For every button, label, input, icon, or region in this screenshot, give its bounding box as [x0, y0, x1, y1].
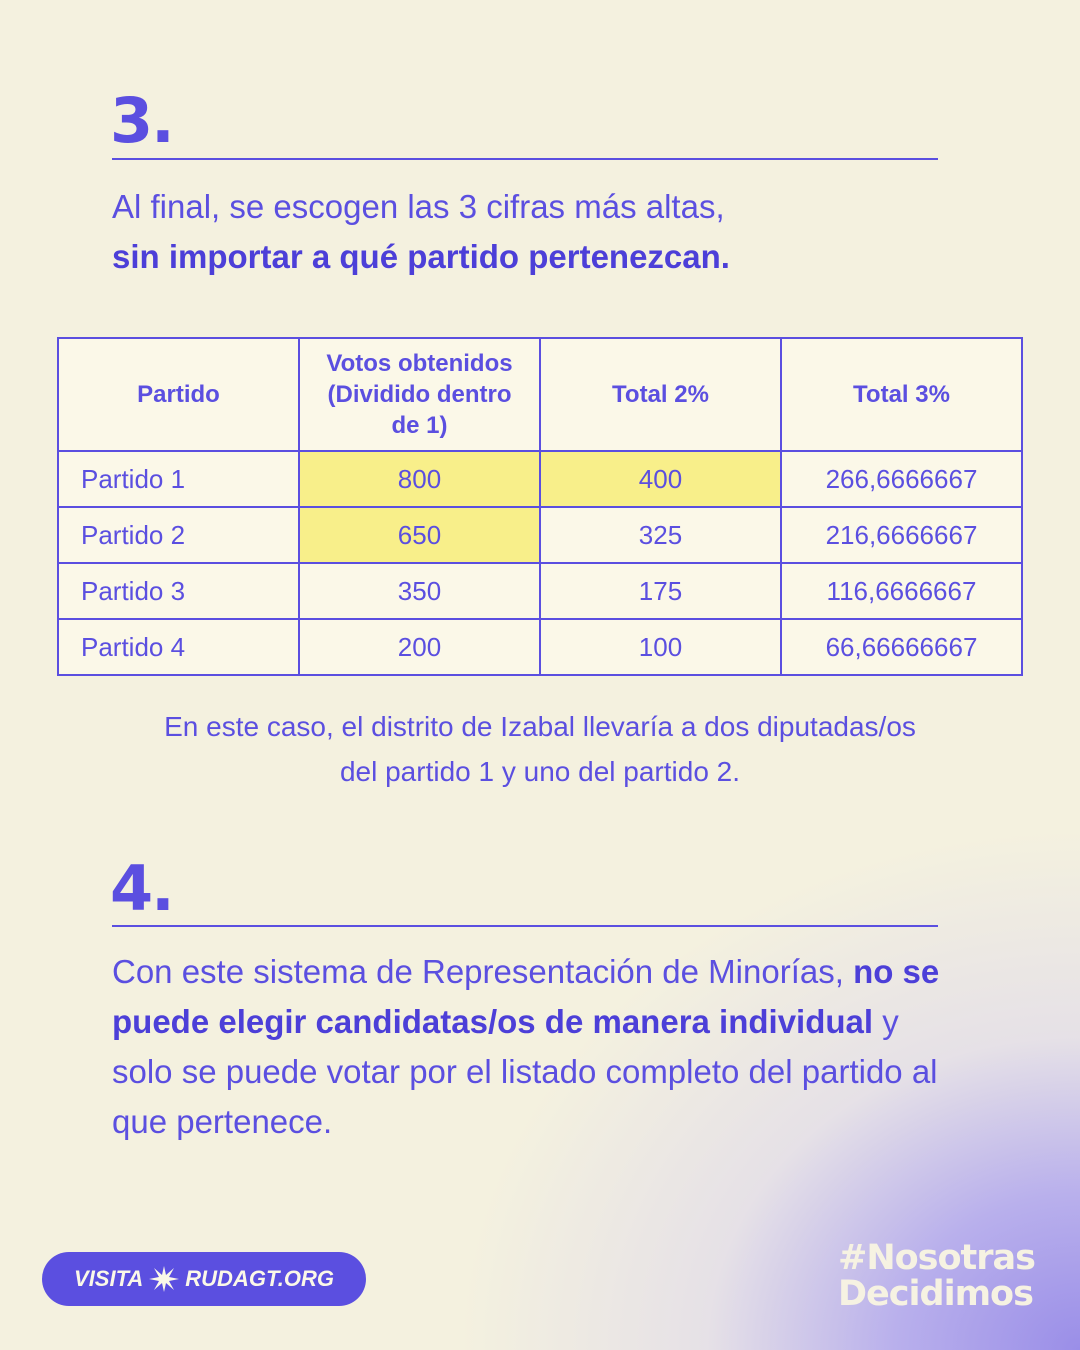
header-votes: [299, 338, 540, 451]
header-total-3: Total 3%: [781, 338, 1022, 451]
cell-votes: 350: [299, 563, 540, 619]
table-row: [58, 563, 1022, 619]
table-row: [58, 451, 1022, 507]
cell-party: Partido 3: [58, 563, 299, 619]
cell-total-3: 266,6666667: [781, 451, 1022, 507]
step-4-number: 4.: [110, 852, 173, 925]
step-4-divider: [112, 925, 938, 927]
result-note: En este caso, el distrito de Izabal llevaría a dos diputadas/os del partido 1 y uno del partido 2.: [164, 711, 916, 787]
cell-votes: 200: [299, 619, 540, 675]
step-4-text: [112, 947, 947, 1147]
hashtag-line-2: Decidimos: [838, 1274, 1033, 1314]
cell-total-3: 216,6666667: [781, 507, 1022, 563]
site-url: RUDAGT.ORG: [185, 1266, 334, 1291]
hashtag-line-1: #Nosotras: [838, 1238, 1035, 1278]
step-3-text: [112, 182, 952, 282]
cell-total-3: 66,66666667: [781, 619, 1022, 675]
cell-total-2: 175: [540, 563, 781, 619]
header-total-2: Total 2%: [540, 338, 781, 451]
cell-total-2: 400: [540, 451, 781, 507]
table-row: [58, 507, 1022, 563]
step-4-text-bold: no se puede elegir candidatas/os de manera individual: [112, 953, 940, 1040]
burst-star-icon: [149, 1266, 179, 1292]
visit-website-link[interactable]: [42, 1252, 366, 1306]
step-3-number: 3.: [110, 84, 173, 157]
header-party: Partido: [58, 338, 299, 451]
step-4-text-a: Con este sistema de Representación de Minorías,: [112, 953, 854, 990]
table-row: [58, 619, 1022, 675]
hashtag-logo: [838, 1240, 1058, 1312]
cell-total-3: 116,6666667: [781, 563, 1022, 619]
cell-total-2: 325: [540, 507, 781, 563]
step-4-text-b: y solo se puede votar por el listado completo del partido al que pertenece.: [112, 1003, 938, 1140]
cell-party: Partido 4: [58, 619, 299, 675]
header-votes-text: Votos obtenidos (Dividido dentro de 1): [326, 350, 513, 439]
visit-label: VISITA: [74, 1266, 144, 1291]
table-header-row: [58, 338, 1022, 451]
cell-total-2: 100: [540, 619, 781, 675]
cell-party: Partido 1: [58, 451, 299, 507]
step-3-divider: [112, 158, 938, 160]
step-3-text-normal: Al final, se escogen las 3 cifras más altas,: [112, 188, 725, 225]
cell-party: Partido 2: [58, 507, 299, 563]
votes-table: [57, 337, 1023, 676]
cell-votes: 800: [299, 451, 540, 507]
step-3-text-bold: sin importar a qué partido pertenezcan.: [112, 238, 730, 275]
cell-votes: 650: [299, 507, 540, 563]
